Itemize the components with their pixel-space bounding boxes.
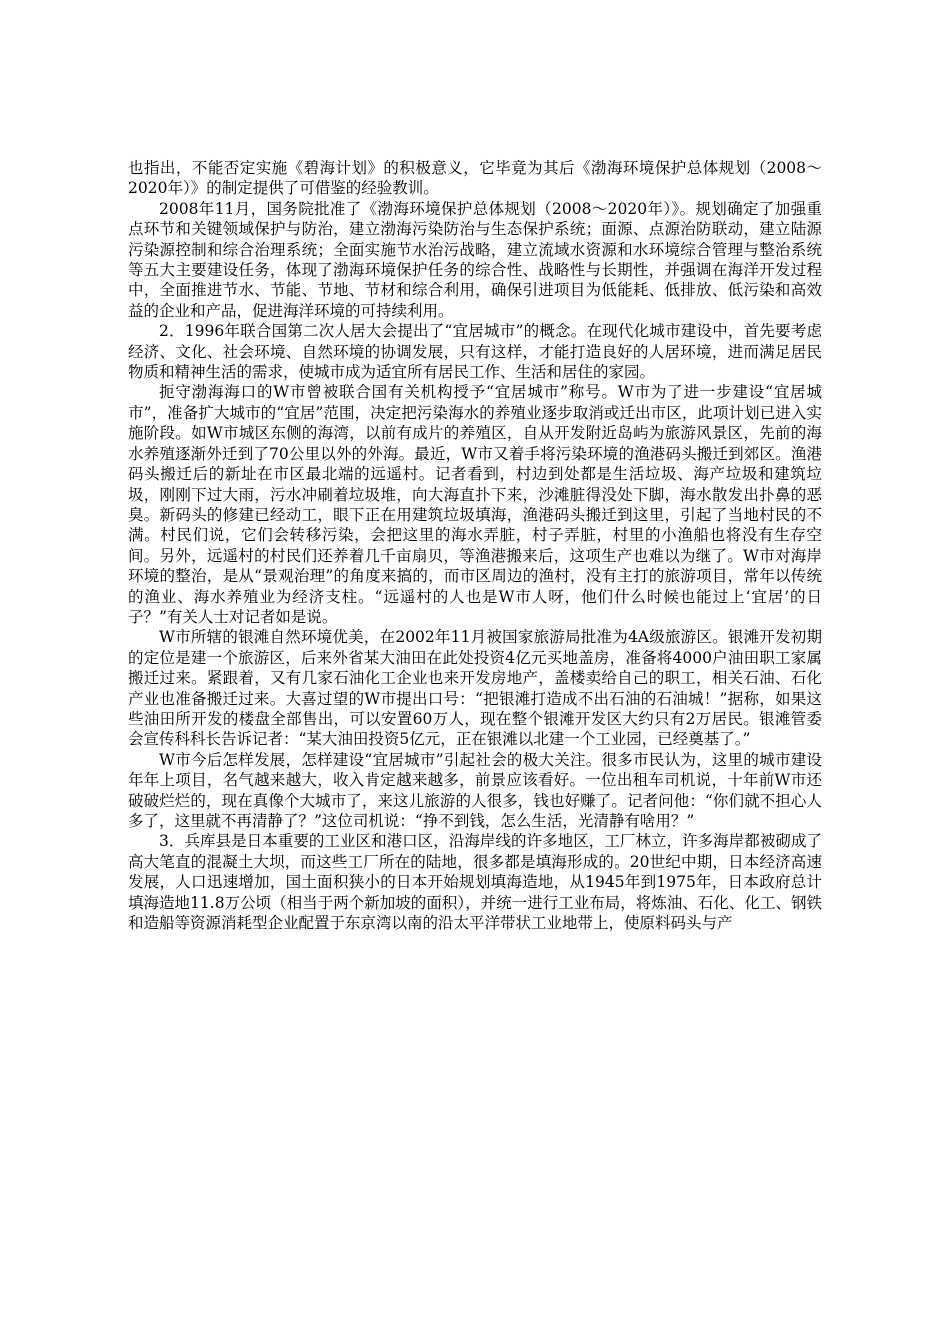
paragraph-yintan-development: W市所辖的银滩自然环境优美，在2002年11月被国家旅游局批准为4A级旅游区。银滩开发初期的定位是建一个旅游区，后来外省某大油田在此处投资4亿元买地盖房，准备将4000户油田职工家属搬迁过来。紧跟着，又有几家石油化工企业也来开发房地产，盖楼卖给自己的职工，相关石油、石化产业也准备搬迁过来。大喜过望的W市提出口号：“把银滩打造成不出石油的石油城！”据称，如果这些油田所开发的楼盘全部售出，可以安置60万人，现在整个银滩开发区大约只有2万居民。银滩管委会宣传科科长告诉记者：“某大油田投资5亿元，正在银滩以北建一个工业园，已经奠基了。” — [128, 628, 822, 749]
paragraph-bohai-plan-2008: 2008年11月，国务院批准了《渤海环境保护总体规划（2008～2020年）》。规划确定了加强重点环节和关键领域保护与防治，建立渤海污染防治与生态保护系统；面源、点源治防联动，建立陆源污染源控制和综合治理系统；全面实施节水治污战略，建立流域水资源和水环境综合管理与整治系统等五大主要建设任务，体现了渤海环境保护任务的综合性、战略性与长期性，并强调在海洋开发过程中，全面推进节水、节能、节地、节材和综合利用，确保引进项目为低能耗、低排放、低污染和高效益的企业和产品，促进海洋环境的可持续利用。 — [128, 199, 822, 320]
paragraph-w-city-future: W市今后怎样发展，怎样建设“宜居城市”引起社会的极大关注。很多市民认为，这里的城市建设年年上项目，名气越来越大，收入肯定越来越多，前景应该看好。一位出租车司机说，十年前W市还破破烂烂的，现在真像个大城市了，来这儿旅游的人很多，钱也好赚了。记者问他：“你们就不担心人多了，这里就不再清静了？”这位司机说：“挣不到钱，怎么生活，光清静有啥用？” — [128, 750, 822, 830]
paragraph-w-city-fishing-port: 扼守渤海海口的W市曾被联合国有关机构授予“宜居城市”称号。W市为了进一步建设“宜居城市”，准备扩大城市的“宜居”范围，决定把污染海水的养殖业逐步取消或迁出市区，此项计划已进入实施阶段。如W市城区东侧的海湾，以前有成片的养殖区，自从开发附近岛屿为旅游风景区，先前的海水养殖逐渐外迁到了70公里以外的外海。最近，W市又着手将污染环境的渔港码头搬迁到郊区。渔港码头搬迁后的新址在市区最北端的远遥村。记者看到，村边到处都是生活垃圾、海产垃圾和建筑垃圾，刚刚下过大雨，污水冲刷着垃圾堆，向大海直扑下来，沙滩脏得没处下脚，海水散发出扑鼻的恶臭。新码头的修建已经动工，眼下正在用建筑垃圾填海，渔港码头搬迁到这里，引起了当地村民的不满。村民们说，它们会转移污染，会把这里的海水弄脏，村子弄脏，村里的小渔船也将没有生存空间。另外，远遥村的村民们还养着几千亩扇贝，等渔港搬来后，这项生产也难以为继了。W市对海岸环境的整治，是从“景观治理”的角度来搞的，而市区周边的渔村，没有主打的旅游项目，常年以传统的渔业、海水养殖业为经济支柱。“远遥村的人也是W市人呀，他们什么时候也能过上‘宜居’的日子？”有关人士对记者如是说。 — [128, 383, 822, 626]
document-page — [128, 158, 822, 933]
paragraph-hyogo-prefecture: 3．兵库县是日本重要的工业区和港口区，沿海岸线的许多地区，工厂林立，许多海岸都被砌成了高大笔直的混凝土大坝，而这些工厂所在的陆地，很多都是填海形成的。20世纪中期，日本经济高速发展，人口迅速增加，国土面积狭小的日本开始规划填海造地，从1945年到1975年，日本政府总计填海造地11.8万公顷（相当于两个新加坡的面积），并统一进行工业布局，将炼油、石化、化工、钢铁和造船等资源消耗型企业配置于东京湾以南的沿太平洋带状工业地带上，使原料码头与产 — [128, 832, 822, 933]
paragraph-livable-city-concept: 2．1996年联合国第二次人居大会提出了“宜居城市”的概念。在现代化城市建设中，首先要考虑经济、文化、社会环境、自然环境的协调发展，只有这样，才能打造良好的人居环境，进而满足居民物质和精神生活的需求，使城市成为适宜所有居民工作、生活和居住的家园。 — [128, 322, 822, 382]
paragraph-continued: 也指出，不能否定实施《碧海计划》的积极意义，它毕竟为其后《渤海环境保护总体规划（2008～2020年）》的制定提供了可借鉴的经验教训。 — [128, 159, 822, 198]
